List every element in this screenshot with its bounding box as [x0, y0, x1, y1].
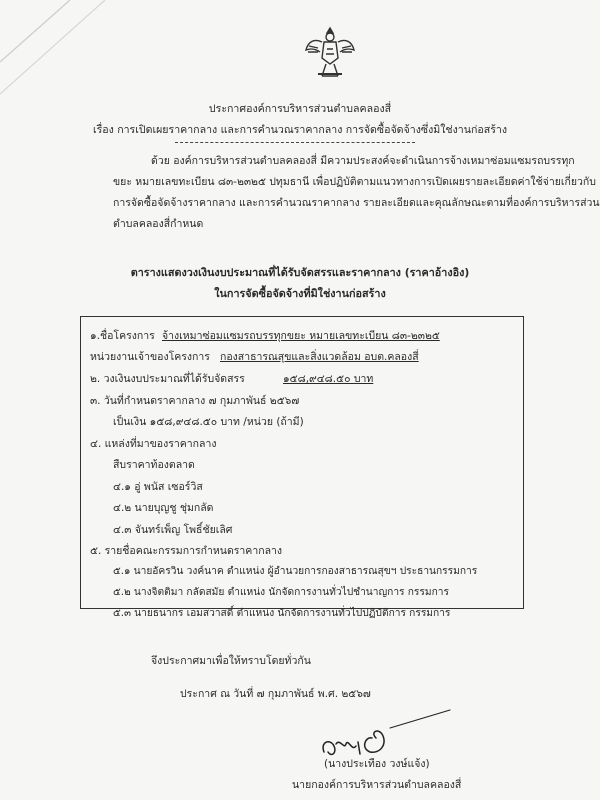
item5-3: ๕.๓ นายธนากร เอมสวาสดิ์ ตำแหน่ง นักจัดการงานทั่วไปปฏิบัติการ กรรมการ	[113, 608, 451, 619]
item4-3: ๔.๓ จันทร์เพ็ญ โพธิ์ชัยเลิศ	[113, 524, 233, 536]
item4-heading: ๔. แหล่งที่มาของราคากลาง	[90, 438, 217, 450]
unit-value: กองสาธารณสุขและสิ่งแวดล้อม อบต.คลองสี่	[220, 351, 419, 363]
signatory-title: นายกองค์การบริหารส่วนตำบลคลองสี่	[292, 779, 462, 791]
item5-1: ๕.๑ นายอัครวิน วงค์นาค ตำแหน่ง ผู้อำนวยการกองสาธารณสุขฯ ประธานกรรมการ	[113, 566, 478, 577]
item5-2: ๕.๒ นางจิตติมา กลัดสมัย ตำแหน่ง นักจัดการงานทั่วไปชำนาญการ กรรมการ	[113, 587, 449, 598]
item4-1: ๔.๑ อู่ พนัส เซอร์วิส	[113, 481, 203, 493]
announcement-date: ประกาศ ณ วันที่ ๗ กุมภาพันธ์ พ.ศ. ๒๕๖๗	[180, 688, 371, 700]
closing-line: จึงประกาศมาเพื่อให้ทราบโดยทั่วกัน	[151, 655, 311, 667]
table-title-line-1: ตารางแสดงวงเงินงบประมาณที่ได้รับจัดสรรและราคากลาง (ราคาอ้างอิง)	[130, 266, 470, 279]
unit-label: หน่วยงานเจ้าของโครงการ	[90, 351, 210, 363]
item1-project-name: จ้างเหมาซ่อมแซมรถบรรทุกขยะ หมายเลขทะเบียน ๘๓-๒๓๒๕	[162, 330, 440, 342]
announcement-heading: ประกาศองค์การบริหารส่วนตำบลคลองสี่	[208, 103, 392, 115]
item2-label: ๒. วงเงินงบประมาณที่ได้รับจัดสรร	[90, 373, 245, 385]
intro-line-1: ด้วย องค์การบริหารส่วนตำบลคลองสี่ มีความประสงค์จะดำเนินการจ้างเหมาซ่อมแซมรถบรรทุก	[151, 155, 575, 167]
item3-amount: เป็นเงิน ๑๕๘,๙๔๘.๕๐ บาท /หน่วย (ถ้ามี)	[113, 416, 304, 428]
garuda-emblem-icon	[300, 22, 360, 82]
item5-heading: ๕. รายชื่อคณะกรรมการกำหนดราคากลาง	[90, 545, 283, 557]
intro-line-4: ตำบลคลองสี่กำหนด	[113, 218, 204, 230]
intro-line-2: ขยะ หมายเลขทะเบียน ๘๓-๒๓๒๕ ปทุมธานี เพื่อปฏิบัติตามแนวทางการเปิดเผยรายละเอียดค่าใช้จ่ายเกี่ยวกับ	[113, 176, 596, 188]
item3-date: ๓. วันที่กำหนดราคากลาง ๗ กุมภาพันธ์ ๒๕๖๗	[90, 395, 300, 407]
intro-line-3: การจัดซื้อจัดจ้างราคากลาง และการคำนวณราคากลาง รายละเอียดและคุณลักษณะตามที่องค์การบริหารส่วน	[113, 197, 600, 209]
item1-label: ๑.ชื่อโครงการ	[90, 330, 155, 342]
divider-dashed	[175, 142, 415, 143]
item4-2: ๔.๒ นายบุญชู ชุ่มกลัด	[113, 502, 214, 514]
item2-budget-value: ๑๕๘,๙๔๘.๕๐ บาท	[283, 373, 374, 385]
table-title-line-2: ในการจัดซื้อจัดจ้างที่มิใช่งานก่อสร้าง	[214, 287, 386, 300]
signatory-name: (นางประเทือง วงษ์แจ้ง)	[324, 758, 430, 770]
announcement-subject: เรื่อง การเปิดเผยราคากลาง และการคำนวณราคากลาง การจัดซื้อจัดจ้างซึ่งมิใช่งานก่อสร้าง	[92, 124, 507, 136]
item4-source: สืบราคาท้องตลาด	[113, 459, 195, 471]
paper-fold-marks	[0, 0, 140, 110]
